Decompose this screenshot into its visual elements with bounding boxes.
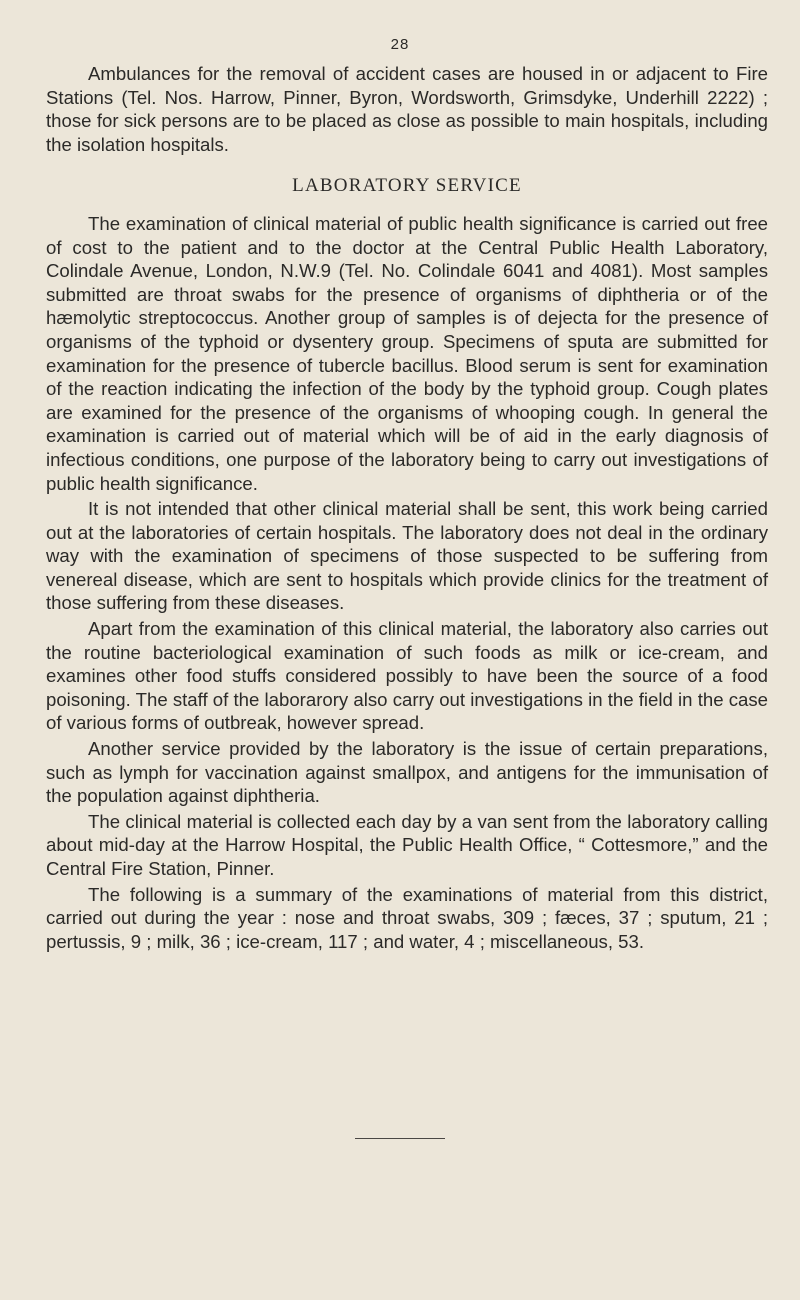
- body-paragraph-3: Apart from the examination of this clinical material, the laboratory also carries out the routine bacteriological examination of such foods as milk or ice-cream, and examines other food stuffs considered possibly to have been the source of a food poisoning. The staff of the laborarory also carry out investigations in the field in the case of various forms of outbreak, however spread.: [46, 618, 768, 734]
- body-paragraph-1: The examination of clinical material of public health significance is carried out free of cost to the patient and to the doctor at the Central Public Health Laboratory, Colindale Avenue, London, N.W.9 (Tel. No. Colindale 6041 and 4081). Most samples submitted are throat swabs for the presence of organisms of diphtheria or of the hæmolytic streptococcus. Another group of samples is of dejecta for the presence of organisms of the typhoid or dysentery group. Specimens of sputa are submitted for examination for the presence of tubercle bacillus. Blood serum is sent for examination of the reaction indicating the infection of the body by the typhoid group. Cough plates are examined for the presence of the organisms of whooping cough. In general the examination is carried out of material which will be of aid in the early diagnosis of infectious conditions, one purpose of the laboratory being to carry out investigations of public health significance.: [46, 212, 768, 494]
- body-paragraph-2: It is not intended that other clinical material shall be sent, this work being carried out at the laboratories of certain hospitals. The laboratory does not deal in the ordinary way with the examination of specimens of those suspected to be suffering from venereal disease, which are sent to hospitals which provide clinics for the treatment of those suffering from these diseases.: [46, 498, 768, 614]
- page-body: [46, 62, 768, 953]
- body-paragraph-4: Another service provided by the laboratory is the issue of certain preparations, such as lymph for vaccination against smallpox, and antigens for the immunisation of the population against diphtheria.: [46, 738, 768, 807]
- section-heading: LABORATORY SERVICE: [292, 175, 522, 197]
- body-paragraph-5: The clinical material is collected each day by a van sent from the laboratory calling about mid-day at the Harrow Hospital, the Public Health Office, “ Cottesmore,” and the Central Fire Station, Pinner.: [46, 810, 768, 879]
- ambulance-paragraph: Ambulances for the removal of accident cases are housed in or adjacent to Fire Stations (Tel. Nos. Harrow, Pinner, Byron, Wordsworth, Grimsdyke, Underhill 2222) ; those for sick persons are to be placed as close as possible to main hospitals, including the isolation hospitals.: [46, 63, 768, 155]
- body-paragraph-6: The following is a summary of the examinations of material from this district, carried out during the year : nose and throat swabs, 309 ; fæces, 37 ; sputum, 21 ; pertussis, 9 ; milk, 36 ; ice-cream, 117 ; and water, 4 ; miscellaneous, 53.: [46, 883, 768, 952]
- end-rule-divider: [355, 1138, 445, 1139]
- page-number: 28: [390, 36, 410, 53]
